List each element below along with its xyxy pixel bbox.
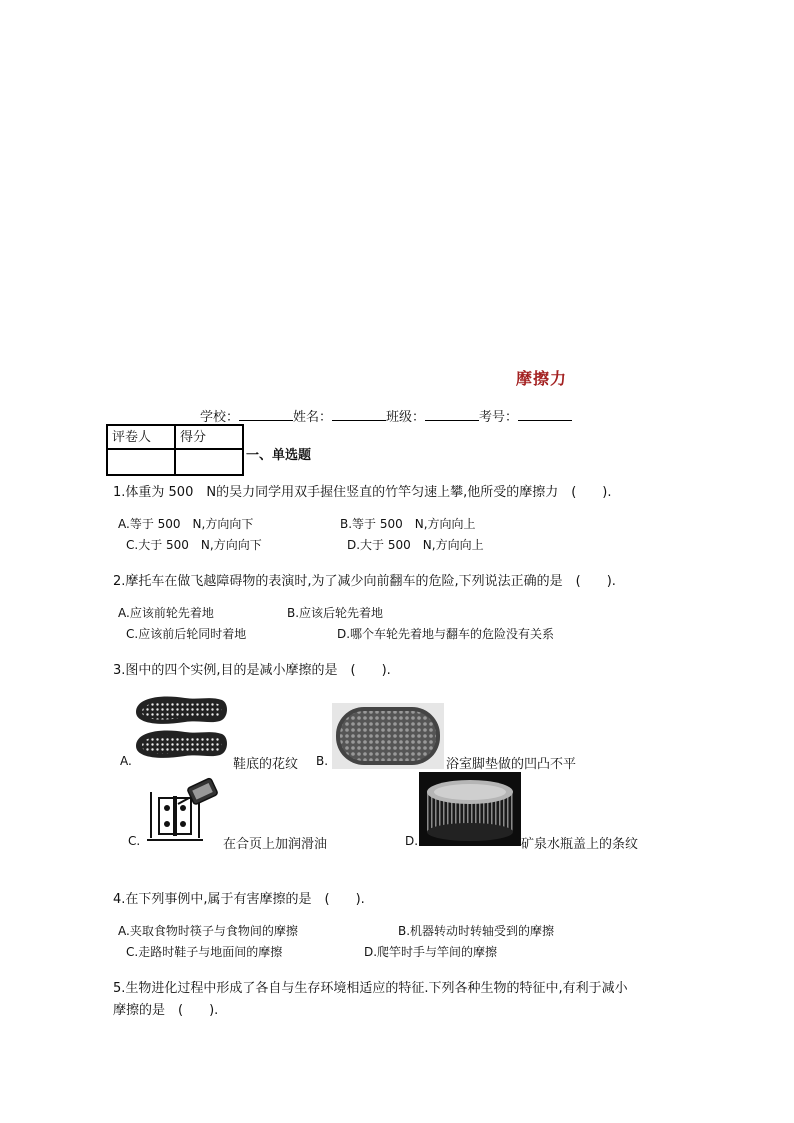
- score-cell: [175, 449, 243, 475]
- q3-option-b-text: 浴室脚垫做的凹凸不平: [446, 757, 577, 772]
- question-2-stem: 2.摩托车在做飞越障碍物的表演时,为了减少向前翻车的危险,下列说法正确的是 ( ).: [113, 574, 616, 589]
- shoe-sole-image: [130, 692, 230, 764]
- name-label: 姓名：: [293, 410, 333, 425]
- question-5-stem-line1: 5.生物进化过程中形成了各自与生存环境相适应的特征.下列各种生物的特征中,有利于减小: [113, 981, 628, 996]
- q1-option-b: B.等于 500 N,方向向上: [340, 517, 476, 531]
- hinge-oil-image: [145, 774, 221, 846]
- q1-option-a: A.等于 500 N,方向向下: [118, 517, 254, 531]
- q4-option-c: C.走路时鞋子与地面间的摩擦: [126, 945, 283, 959]
- class-blank: [425, 408, 479, 421]
- name-blank: [332, 408, 386, 421]
- question-4-stem: 4.在下列事例中,属于有害摩擦的是 ( ).: [113, 892, 365, 907]
- exam-no-label: 考号：: [479, 410, 519, 425]
- bottle-cap-image: [419, 772, 521, 846]
- q4-option-a: A.夹取食物时筷子与食物间的摩擦: [118, 924, 298, 938]
- q3-option-a-letter: A.: [120, 754, 132, 768]
- q1-option-c: C.大于 500 N,方向向下: [126, 538, 262, 552]
- q3-option-b-letter: B.: [316, 754, 329, 768]
- q3-option-c-letter: C.: [128, 834, 141, 848]
- q3-option-d-letter: D.: [405, 834, 419, 848]
- q2-option-a: A.应该前轮先着地: [118, 606, 214, 620]
- exam-no-blank: [518, 408, 572, 421]
- q3-option-d-text: 矿泉水瓶盖上的条纹: [521, 837, 639, 852]
- student-info-line: [200, 406, 572, 425]
- page-title: 摩擦力: [516, 369, 568, 388]
- school-blank: [239, 408, 293, 421]
- q3-option-a-text: 鞋底的花纹: [233, 757, 299, 772]
- q1-option-d: D.大于 500 N,方向向上: [347, 538, 484, 552]
- q3-option-c-text: 在合页上加润滑油: [223, 837, 328, 852]
- grader-cell: [107, 449, 175, 475]
- q2-option-b: B.应该后轮先着地: [287, 606, 384, 620]
- question-5-stem-line2: 摩擦的是 ( ).: [113, 1003, 219, 1018]
- bath-mat-image: [332, 703, 444, 769]
- score-header: 得分: [175, 425, 243, 449]
- q4-option-b: B.机器转动时转轴受到的摩擦: [398, 924, 555, 938]
- class-label: 班级：: [386, 410, 426, 425]
- score-table: [106, 424, 244, 476]
- q2-option-c: C.应该前后轮同时着地: [126, 627, 247, 641]
- q4-option-d: D.爬竿时手与竿间的摩擦: [364, 945, 498, 959]
- question-1-stem: 1.体重为 500 N的吴力同学用双手握住竖直的竹竿匀速上攀,他所受的摩擦力 ( ).: [113, 485, 612, 500]
- q2-option-d: D.哪个车轮先着地与翻车的危险没有关系: [337, 627, 555, 641]
- question-3-stem: 3.图中的四个实例,目的是减小摩擦的是 ( ).: [113, 663, 391, 678]
- school-label: 学校：: [200, 410, 240, 425]
- grader-header: 评卷人: [107, 425, 175, 449]
- section-heading: 一、单选题: [246, 448, 312, 463]
